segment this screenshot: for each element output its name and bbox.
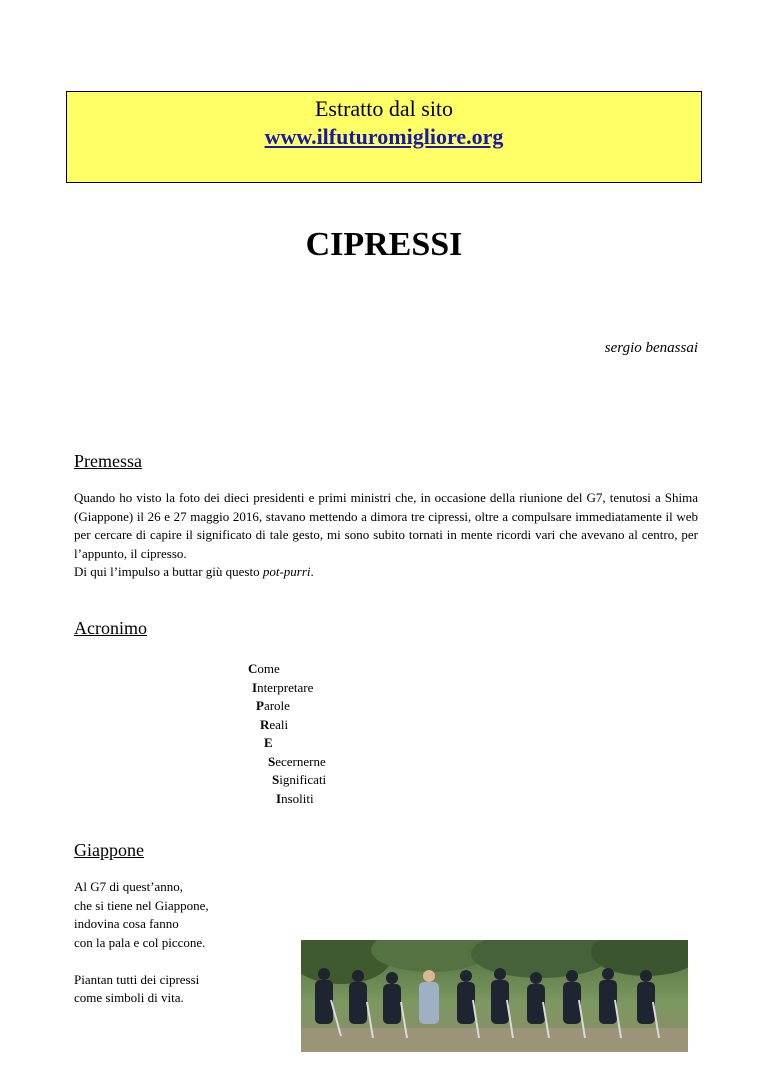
acronym-line [252, 679, 313, 698]
acronym-initial: E [264, 735, 273, 750]
acronym-initial: P [256, 698, 264, 713]
acronym-initial: S [268, 753, 276, 769]
acronym-initial: I [276, 790, 282, 806]
photo-illustration [301, 940, 688, 1052]
closing-prefix: Di qui l’impulso a buttar giù questo [74, 564, 263, 579]
heading-premessa: Premessa [74, 451, 142, 471]
acronym-rest: ome [257, 661, 280, 676]
giappone-poem [74, 878, 209, 1008]
acronym-line [264, 734, 273, 753]
acronym-rest: ecernerne [275, 753, 326, 769]
acronym-rest: nterpretare [257, 679, 314, 695]
site-link[interactable]: www.ilfuturomigliore.org [264, 124, 504, 149]
premessa-text: Quando ho visto la foto dei dieci presidenti e primi ministri che, in occasione della riunione del G7, tenutosi a Shima (Giappone) il 26 e 27 maggio 2016, stavano mettendo a dimora tre cipressi, oltre a compulsare immediatamente il web per cercare di capire il significato di tale gesto, mi sono subito tornati in mente ricordi vari che avevano al centro, per l’appunto, il cipresso. [74, 490, 698, 561]
poem-line [74, 952, 209, 971]
closing-italic: pot-purri [262, 564, 311, 579]
poem-line: come simboli di vita. [74, 990, 184, 1005]
g7-planting-photo [301, 940, 688, 1052]
document-title: CIPRESSI [305, 226, 463, 263]
heading-acronimo: Acronimo [74, 618, 147, 638]
poem-line: Al G7 di quest’anno, [74, 879, 184, 894]
heading-giappone: Giappone [74, 840, 144, 860]
closing-suffix: . [310, 564, 314, 579]
premessa-paragraph [74, 489, 698, 582]
acronym-rest: eali [269, 716, 289, 732]
acronym-line [268, 753, 326, 772]
acronym-line [260, 716, 288, 735]
banner-caption: Estratto dal sito [314, 96, 454, 121]
poem-line: Piantan tutti dei cipressi [74, 971, 200, 987]
author-name: sergio benassai [604, 340, 698, 356]
acronym-initial: C [248, 661, 258, 676]
acronym-rest: nsoliti [281, 790, 314, 806]
premessa-closing [74, 563, 698, 582]
poem-line: indovina cosa fanno [74, 916, 179, 931]
poem-line: con la pala e col piccone. [74, 934, 206, 950]
acronym-initial: S [272, 772, 280, 787]
acronym-line [248, 660, 280, 679]
acronym-initial: I [252, 679, 258, 695]
acronym-line [276, 790, 314, 809]
poem-line: che si tiene nel Giappone, [74, 897, 209, 913]
acronym-line [272, 771, 326, 790]
source-banner [66, 91, 702, 183]
acronym-initial: R [260, 716, 270, 732]
acronym-rest: ignificati [279, 772, 327, 787]
acronym-line [256, 697, 290, 716]
acronym-rest: arole [263, 698, 290, 713]
